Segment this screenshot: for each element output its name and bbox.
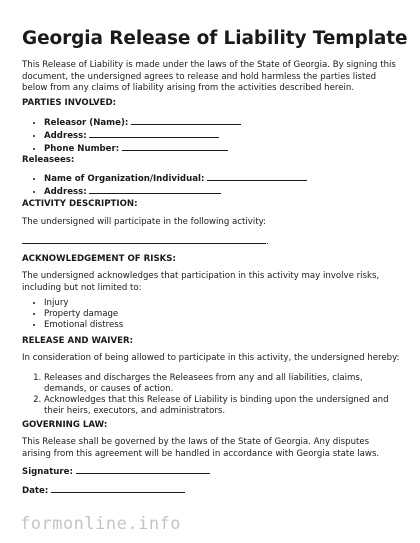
intro-paragraph: This Release of Liability is made under the laws of the State of Georgia. By signing this document, the undersigned agrees to release and hold harmless the parties listed below from any claims of liability arising from the activities described herein.: [22, 60, 396, 93]
releasee-address-blank[interactable]: [89, 185, 221, 194]
parties-heading: PARTIES INVOLVED:: [22, 98, 117, 108]
releasor-address-label: Address:: [44, 131, 87, 141]
list-item: [44, 172, 307, 185]
risks-heading: ACKNOWLEDGEMENT OF RISKS:: [22, 254, 176, 264]
risks-list: [44, 298, 123, 331]
list-item: [44, 129, 241, 142]
list-item: • Injury: [44, 298, 123, 309]
releasor-address-blank[interactable]: [89, 129, 219, 138]
signature-line: [22, 465, 210, 477]
list-item: [44, 185, 307, 198]
release-list: [44, 373, 394, 417]
releasor-phone-blank[interactable]: [122, 142, 228, 151]
releasee-address-label: Address:: [44, 187, 87, 197]
date-label: Date:: [22, 486, 49, 496]
releasor-phone-label: Phone Number:: [44, 144, 120, 154]
list-item: 2. Acknowledges that this Release of Liability is binding upon the undersigned and their heirs, executors, and administrators.: [44, 395, 394, 417]
law-heading: GOVERNING LAW:: [22, 420, 108, 430]
release-text: In consideration of being allowed to participate in this activity, the undersigned hereby:: [22, 353, 400, 363]
releasee-name-label: Name of Organization/Individual:: [44, 174, 205, 184]
activity-heading: ACTIVITY DESCRIPTION:: [22, 199, 138, 209]
activity-blank[interactable]: [22, 235, 266, 244]
risks-text: The undersigned acknowledges that participation in this activity may involve risks, including but not limited to:: [22, 271, 380, 293]
releasees-label: Releasees:: [22, 155, 75, 165]
releasee-name-blank[interactable]: [207, 172, 307, 181]
releasor-name-blank[interactable]: [131, 116, 241, 125]
document-title: Georgia Release of Liability Template: [22, 28, 408, 49]
activity-text: The undersigned will participate in the following activity:: [22, 217, 266, 227]
releasee-list: [44, 172, 307, 198]
list-item: [44, 116, 241, 129]
list-item: • Property damage: [44, 309, 123, 320]
releasor-name-label: Releasor (Name):: [44, 118, 129, 128]
list-item: 1. Releases and discharges the Releasees from any and all liabilities, claims, demands, or causes of action.: [44, 373, 394, 395]
list-item: • Emotional distress: [44, 320, 123, 331]
date-line: [22, 484, 185, 496]
date-blank[interactable]: [51, 484, 185, 493]
law-text: This Release shall be governed by the laws of the State of Georgia. Any disputes arising from this agreement will be handled in accordance with Georgia state laws.: [22, 437, 380, 459]
activity-fill-line: [22, 235, 269, 247]
list-item: [44, 142, 241, 155]
activity-line-end: .: [266, 237, 269, 247]
release-heading: RELEASE AND WAIVER:: [22, 336, 134, 346]
signature-blank[interactable]: [76, 465, 210, 474]
signature-label: Signature:: [22, 467, 73, 477]
watermark: formonline.info: [20, 514, 182, 534]
releasor-list: [44, 116, 241, 155]
